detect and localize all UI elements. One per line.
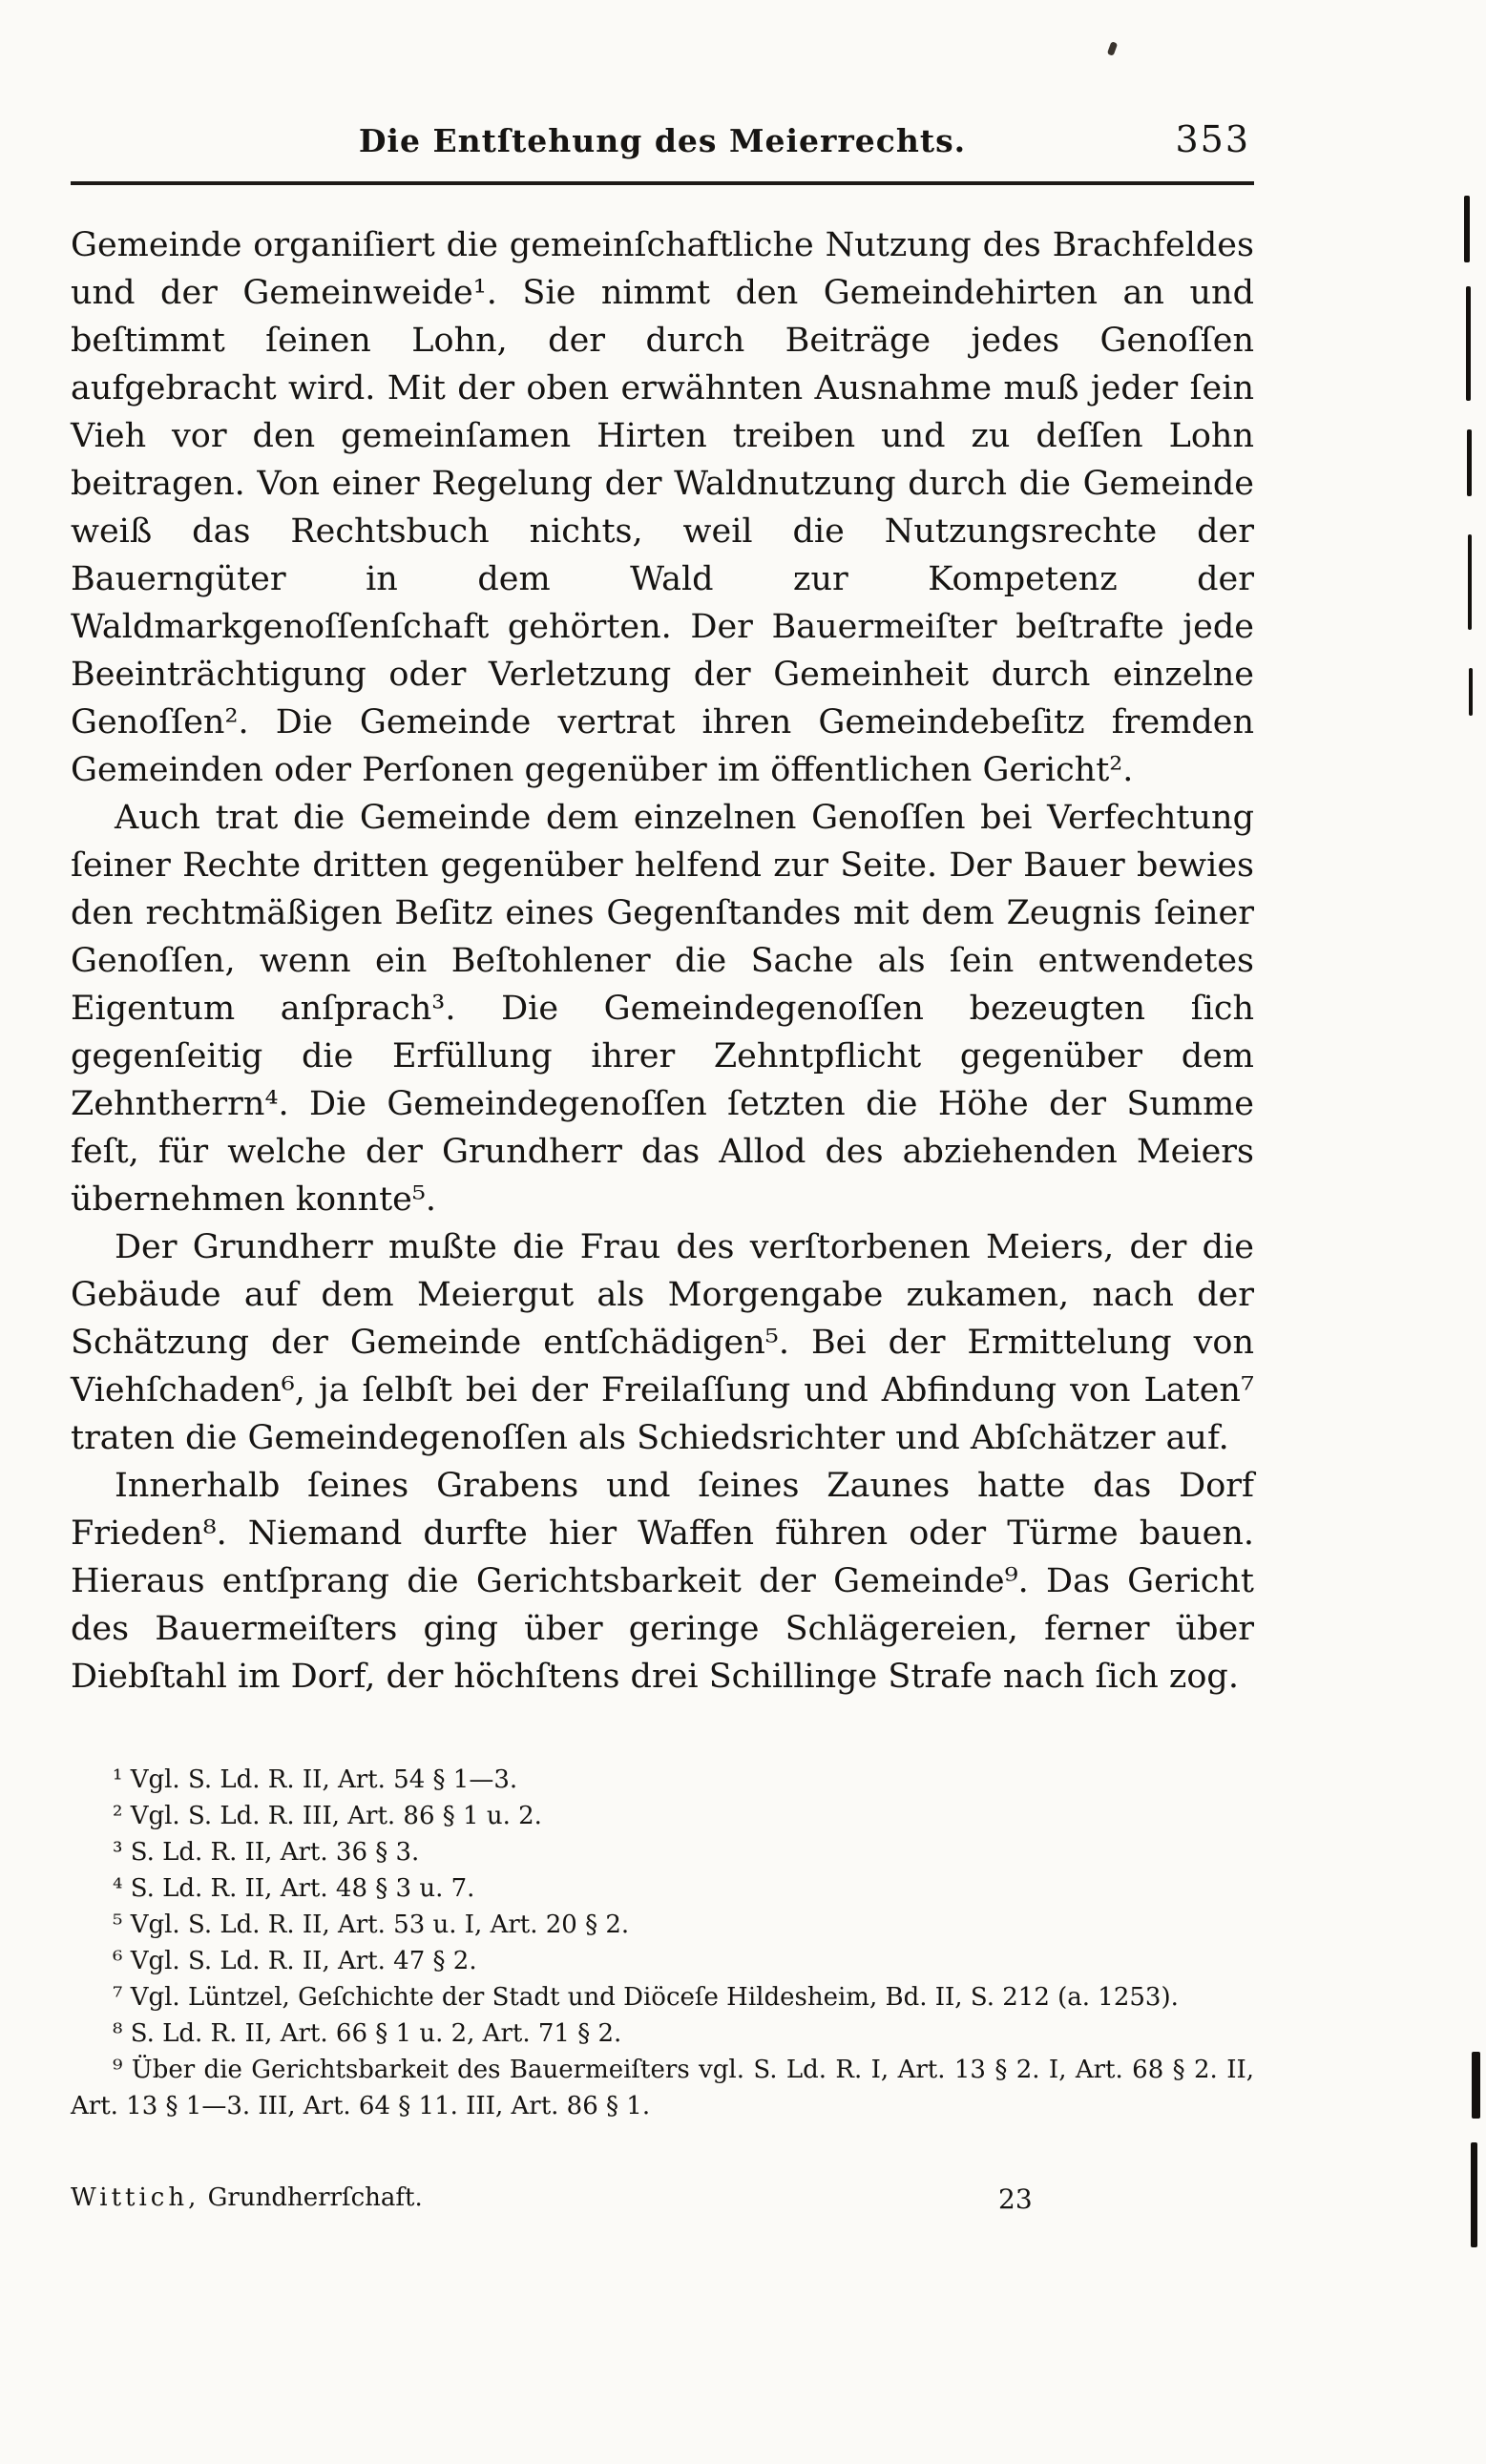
scan-artifact [1472, 2052, 1480, 2119]
running-header [71, 118, 1254, 172]
footnote: ² Vgl. S. Ld. R. III, Art. 86 § 1 u. 2. [113, 1802, 542, 1830]
body-text [71, 221, 1254, 1701]
footnote: ⁶ Vgl. S. Ld. R. II, Art. 47 § 2. [113, 1947, 477, 1975]
page-footer [71, 2183, 1254, 2222]
footnotes-block [71, 1762, 1254, 2124]
scan-artifact [1468, 534, 1472, 630]
scan-artifact [1466, 286, 1471, 401]
page-number: 353 [1175, 118, 1250, 160]
body-paragraph: Innerhalb ſeines Grabens und ſeines Zaunes hatte das Dorf Frieden⁸. Niemand durfte hier Waffen führen oder Türme bauen. Hieraus entſprang die Gerichtsbarkeit der Gemeinde⁹. Das Gericht des Bauermeiſters ging über geringe Schlägereien, ferner über Diebſtahl im Dorf, der höchſtens drei Schillinge Strafe nach ſich zog. [71, 1467, 1254, 1696]
footnote: ³ S. Ld. R. II, Art. 36 § 3. [113, 1838, 420, 1867]
footer-work-title: Grundherrſchaft. [207, 2183, 423, 2212]
running-header-title: Die Entſtehung des Meierrechts. [358, 122, 967, 159]
footnote: ⁸ S. Ld. R. II, Art. 66 § 1 u. 2, Art. 71 § 2. [113, 2019, 622, 2048]
scan-artifact [1464, 196, 1470, 262]
header-rule [71, 181, 1254, 185]
footer-signature [71, 2183, 423, 2212]
body-paragraph: Gemeinde organiſiert die gemeinſchaftliche Nutzung des Brachfeldes und der Gemeinweide¹. Sie nimmt den Gemeindehirten an und beſtimmt ſeinen Lohn, der durch Beiträge jedes Genoſſen aufgebracht wird. Mit der oben erwähnten Ausnahme muß jeder ſein Vieh vor den gemeinſamen Hirten treiben und zu deſſen Lohn beitragen. Von einer Regelung der Waldnutzung durch die Gemeinde weiß das Rechtsbuch nichts, weil die Nutzungsrechte der Bauerngüter in dem Wald zur Kompetenz der Waldmarkgenoſſenſchaft gehörten. Der Bauermeiſter beſtrafte jede Beeinträchtigung oder Verletzung der Gemeinheit durch einzelne Genoſſen². Die Gemeinde vertrat ihren Gemeindebeſitz fremden Gemeinden oder Perſonen gegenüber im öffentlichen Gericht². [71, 226, 1254, 789]
footer-author: Wittich, [71, 2183, 200, 2212]
footnote: ⁹ Über die Gerichtsbarkeit des Bauermeiſters vgl. S. Ld. R. I, Art. 13 § 2. I, Art. 68 § 2. II, Art. 13 § 1—3. III, Art. 64 § 11. III, Art. 86 § 1. [71, 2056, 1254, 2120]
footnote: ⁵ Vgl. S. Ld. R. II, Art. 53 u. I, Art. 20 § 2. [113, 1911, 630, 1939]
scan-artifact [1471, 2142, 1477, 2247]
sheet-number: 23 [998, 2183, 1033, 2215]
body-paragraph: Der Grundherr mußte die Frau des verſtorbenen Meiers, der die Gebäude auf dem Meiergut als Morgengabe zukamen, nach der Schätzung der Gemeinde entſchädigen⁵. Bei der Ermittelung von Viehſchaden⁶, ja ſelbſt bei der Freilaſſung und Abfindung von Laten⁷ traten die Gemeindegenoſſen als Schiedsrichter und Abſchätzer auf. [71, 1228, 1254, 1457]
footnote: ⁷ Vgl. Lüntzel, Geſchichte der Stadt und Diöceſe Hildesheim, Bd. II, S. 212 (a. 1253). [113, 1983, 1179, 2012]
footnote: ⁴ S. Ld. R. II, Art. 48 § 3 u. 7. [113, 1874, 475, 1903]
scan-artifact [1469, 668, 1473, 716]
body-paragraph: Auch trat die Gemeinde dem einzelnen Genoſſen bei Verfechtung ſeiner Rechte dritten gegenüber helfend zur Seite. Der Bauer bewies den rechtmäßigen Beſitz eines Gegenſtandes mit dem Zeugnis ſeiner Genoſſen, wenn ein Beſtohlener die Sache als ſein entwendetes Eigentum anſprach³. Die Gemeindegenoſſen bezeugten ſich gegenſeitig die Erfüllung ihrer Zehntpflicht gegenüber dem Zehntherrn⁴. Die Gemeindegenoſſen ſetzten die Höhe der Summe feſt, für welche der Grundherr das Allod des abziehenden Meiers übernehmen konnte⁵. [71, 799, 1254, 1219]
text-column [71, 0, 1254, 2124]
scan-artifact [1467, 429, 1472, 496]
footnote: ¹ Vgl. S. Ld. R. II, Art. 54 § 1—3. [113, 1765, 518, 1794]
